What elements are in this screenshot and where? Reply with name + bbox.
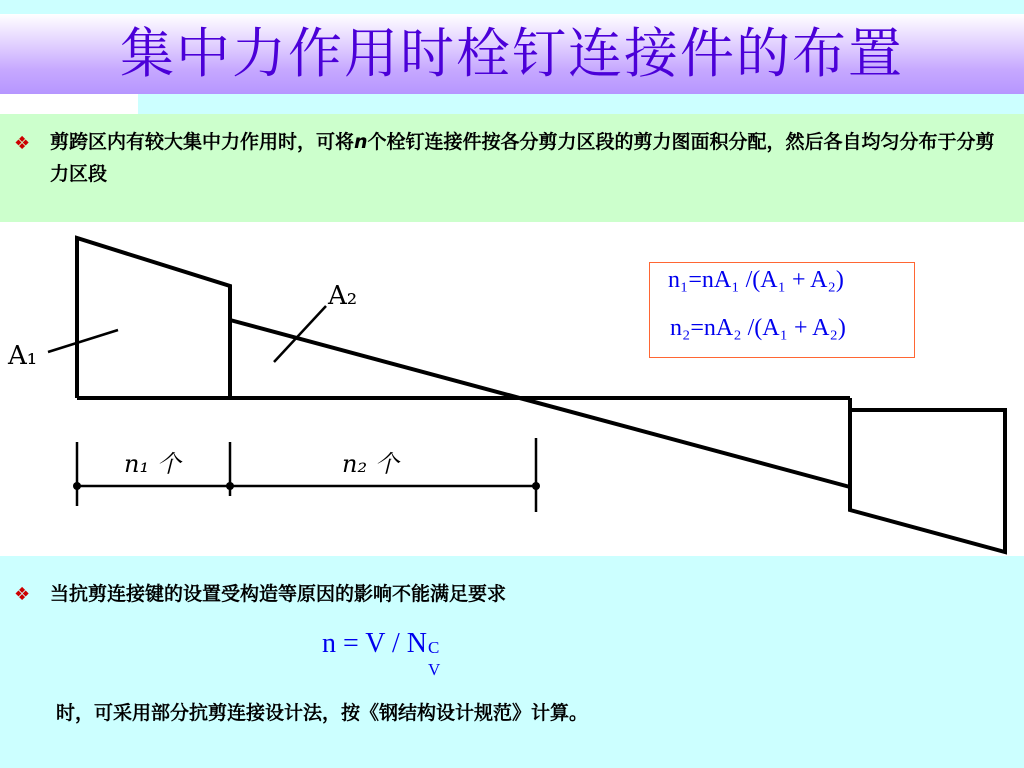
bullet-2-continuation: 时，可采用部分抗剪连接设计法，按《钢结构设计规范》计算。	[56, 702, 589, 724]
a1-leader-line	[48, 330, 118, 352]
formula-n-text: n = V / N	[322, 628, 427, 659]
label-n2: n₂ 个	[342, 450, 399, 478]
bullet-1-n: n	[354, 131, 368, 153]
bullet-2-text: 当抗剪连接键的设置受构造等原因的影响不能满足要求	[50, 583, 507, 605]
right-region-outline	[850, 398, 1005, 552]
formula-n: n = V / N C V	[322, 628, 441, 679]
bottom-strip	[0, 736, 1024, 768]
label-a2: A₂	[328, 281, 358, 311]
title-notch	[0, 94, 138, 114]
dim-dot-3	[532, 482, 540, 490]
bullet-diamond-icon: ❖	[14, 584, 31, 605]
label-a1: A₁	[8, 341, 38, 371]
bullet-1-text-part1: 剪跨区内有较大集中力作用时，可将	[50, 131, 355, 153]
formula-n2: n₂=nA₂ /(A₁ + A₂)	[670, 315, 846, 341]
bullet-1-text-part2: 个栓钉连接件按各分剪力区段的剪力图面积分配，然后各自均匀分布于分剪力区段	[50, 131, 995, 185]
label-n1: n₁ 个	[124, 450, 181, 478]
formula-n1: n₁=nA₁ /(A₁ + A₂)	[668, 267, 844, 293]
bullet-diamond-icon: ❖	[14, 133, 31, 154]
bullet-1-text	[50, 126, 1010, 190]
title-bar	[0, 14, 1024, 94]
a1-region-outline	[77, 238, 230, 398]
slide-title: 集中力作用时栓钉连接件的布置	[120, 22, 904, 85]
formula-box	[649, 262, 915, 358]
dim-dot-1	[73, 482, 81, 490]
dim-dot-2	[226, 482, 234, 490]
